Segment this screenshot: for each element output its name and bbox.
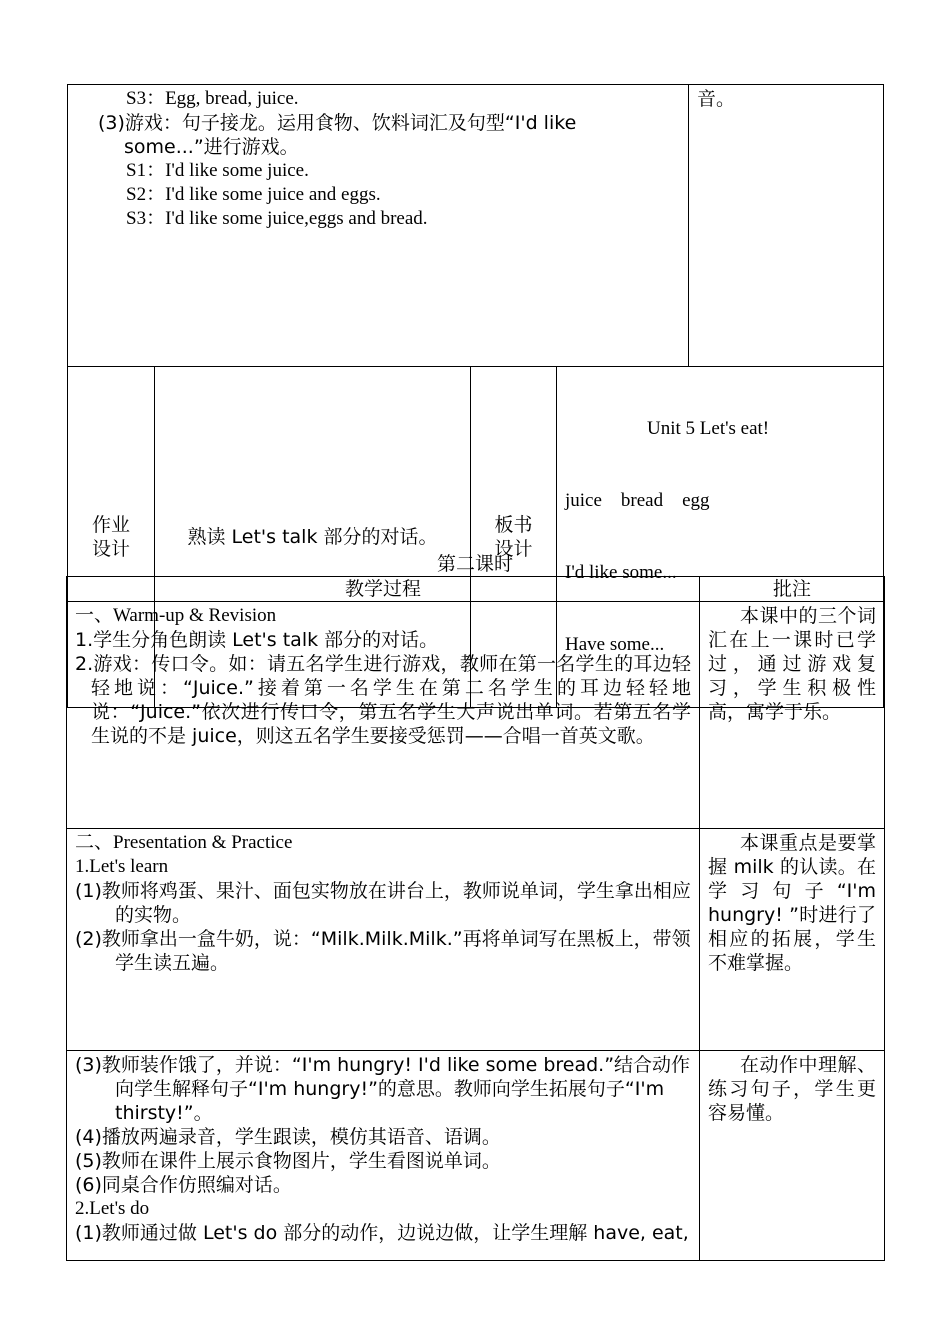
process-cell [68, 85, 689, 367]
board-line: I'd like some... [565, 562, 677, 583]
process-cell-presentation [67, 829, 700, 1051]
note-cell [689, 85, 884, 367]
lesson-caption: 第二课时 [436, 553, 513, 575]
step-item: (5)教师在课件上展示食物图片，学生看图说单词。 [75, 1150, 501, 1172]
step-item: (1)教师通过做 Let's do 部分的动作，边说边做，让学生理解 have, eat, [75, 1222, 689, 1244]
section-heading: 二、Presentation & Practice [75, 832, 293, 853]
step-item: (1)教师将鸡蛋、果汁、面包实物放在讲台上，教师说单词，学生拿出相应的实物。 [75, 880, 691, 926]
homework-label: 作业设计 [91, 514, 130, 560]
step-item: (4)播放两遍录音，学生跟读，模仿其语音、语调。 [75, 1126, 501, 1148]
header-process-text: 教学过程 [344, 578, 421, 600]
section-heading: 一、Warm-up & Revision [75, 605, 277, 626]
subsection-heading: 1.Let's learn [75, 856, 169, 877]
note-cell-presentation [700, 829, 885, 1051]
dialogue-line: S3：I'd like some juice,eggs and bread. [126, 208, 428, 229]
note-cell-practice [700, 1051, 885, 1261]
board-label: 板书设计 [494, 514, 533, 560]
process-cell-practice [67, 1051, 700, 1261]
header-process [67, 577, 700, 602]
step-item: 2.游戏：传口令。如：请五名学生进行游戏，教师在第一名学生的耳边轻轻地说：“Juice.”接着第一名学生在第二名学生的耳边轻轻地说：“Juice.”依次进行传口令，第五名学生大声说出单词。若第五名学生说的不是 juice，则这五名学生要接受惩罚——合唱一首英文歌。 [75, 653, 691, 747]
header-notes-text: 批注 [772, 578, 811, 600]
step-item: (3)教师装作饿了，并说：“I'm hungry! I'd like some bread.”结合动作向学生解释句子“I'm hungry!”的意思。教师向学生拓展句子“I'm thirsty!”。 [75, 1054, 691, 1124]
note-text: 本课重点是要掌握 milk 的认读。在学习句子“I'm hungry! ”时进行了相应的拓展，学生不难掌握。 [708, 832, 876, 974]
board-line: juice bread egg [565, 490, 710, 511]
dialogue-line: S2：I'd like some juice and eggs. [126, 184, 381, 205]
note-cell-warmup [700, 602, 885, 829]
game-instruction: (3)游戏：句子接龙。运用食物、饮料词汇及句型“I'd like some...”进行游戏。 [98, 112, 577, 158]
lesson-table [66, 576, 885, 1261]
note-text: 音。 [697, 88, 736, 110]
dialogue-line: S3：Egg, bread, juice. [126, 88, 299, 109]
note-text: 在动作中理解、练习句子，学生更容易懂。 [708, 1054, 876, 1124]
header-notes [700, 577, 885, 602]
note-text: 本课中的三个词汇在上一课时已学过，通过游戏复习，学生积极性高，寓学于乐。 [708, 605, 876, 723]
step-item: (6)同桌合作仿照编对话。 [75, 1174, 292, 1196]
process-cell-warmup [67, 602, 700, 829]
step-item: 1.学生分角色朗读 Let's talk 部分的对话。 [75, 629, 439, 651]
dialogue-line: S1：I'd like some juice. [126, 160, 309, 181]
homework-text: 熟读 Let's talk 部分的对话。 [187, 526, 438, 548]
board-title: Unit 5 Let's eat! [647, 418, 770, 439]
subsection-heading: 2.Let's do [75, 1198, 150, 1219]
board-line: Have some... [565, 634, 665, 655]
step-item: (2)教师拿出一盒牛奶，说：“Milk.Milk.Milk.”再将单词写在黑板上，带领学生读五遍。 [75, 928, 691, 974]
